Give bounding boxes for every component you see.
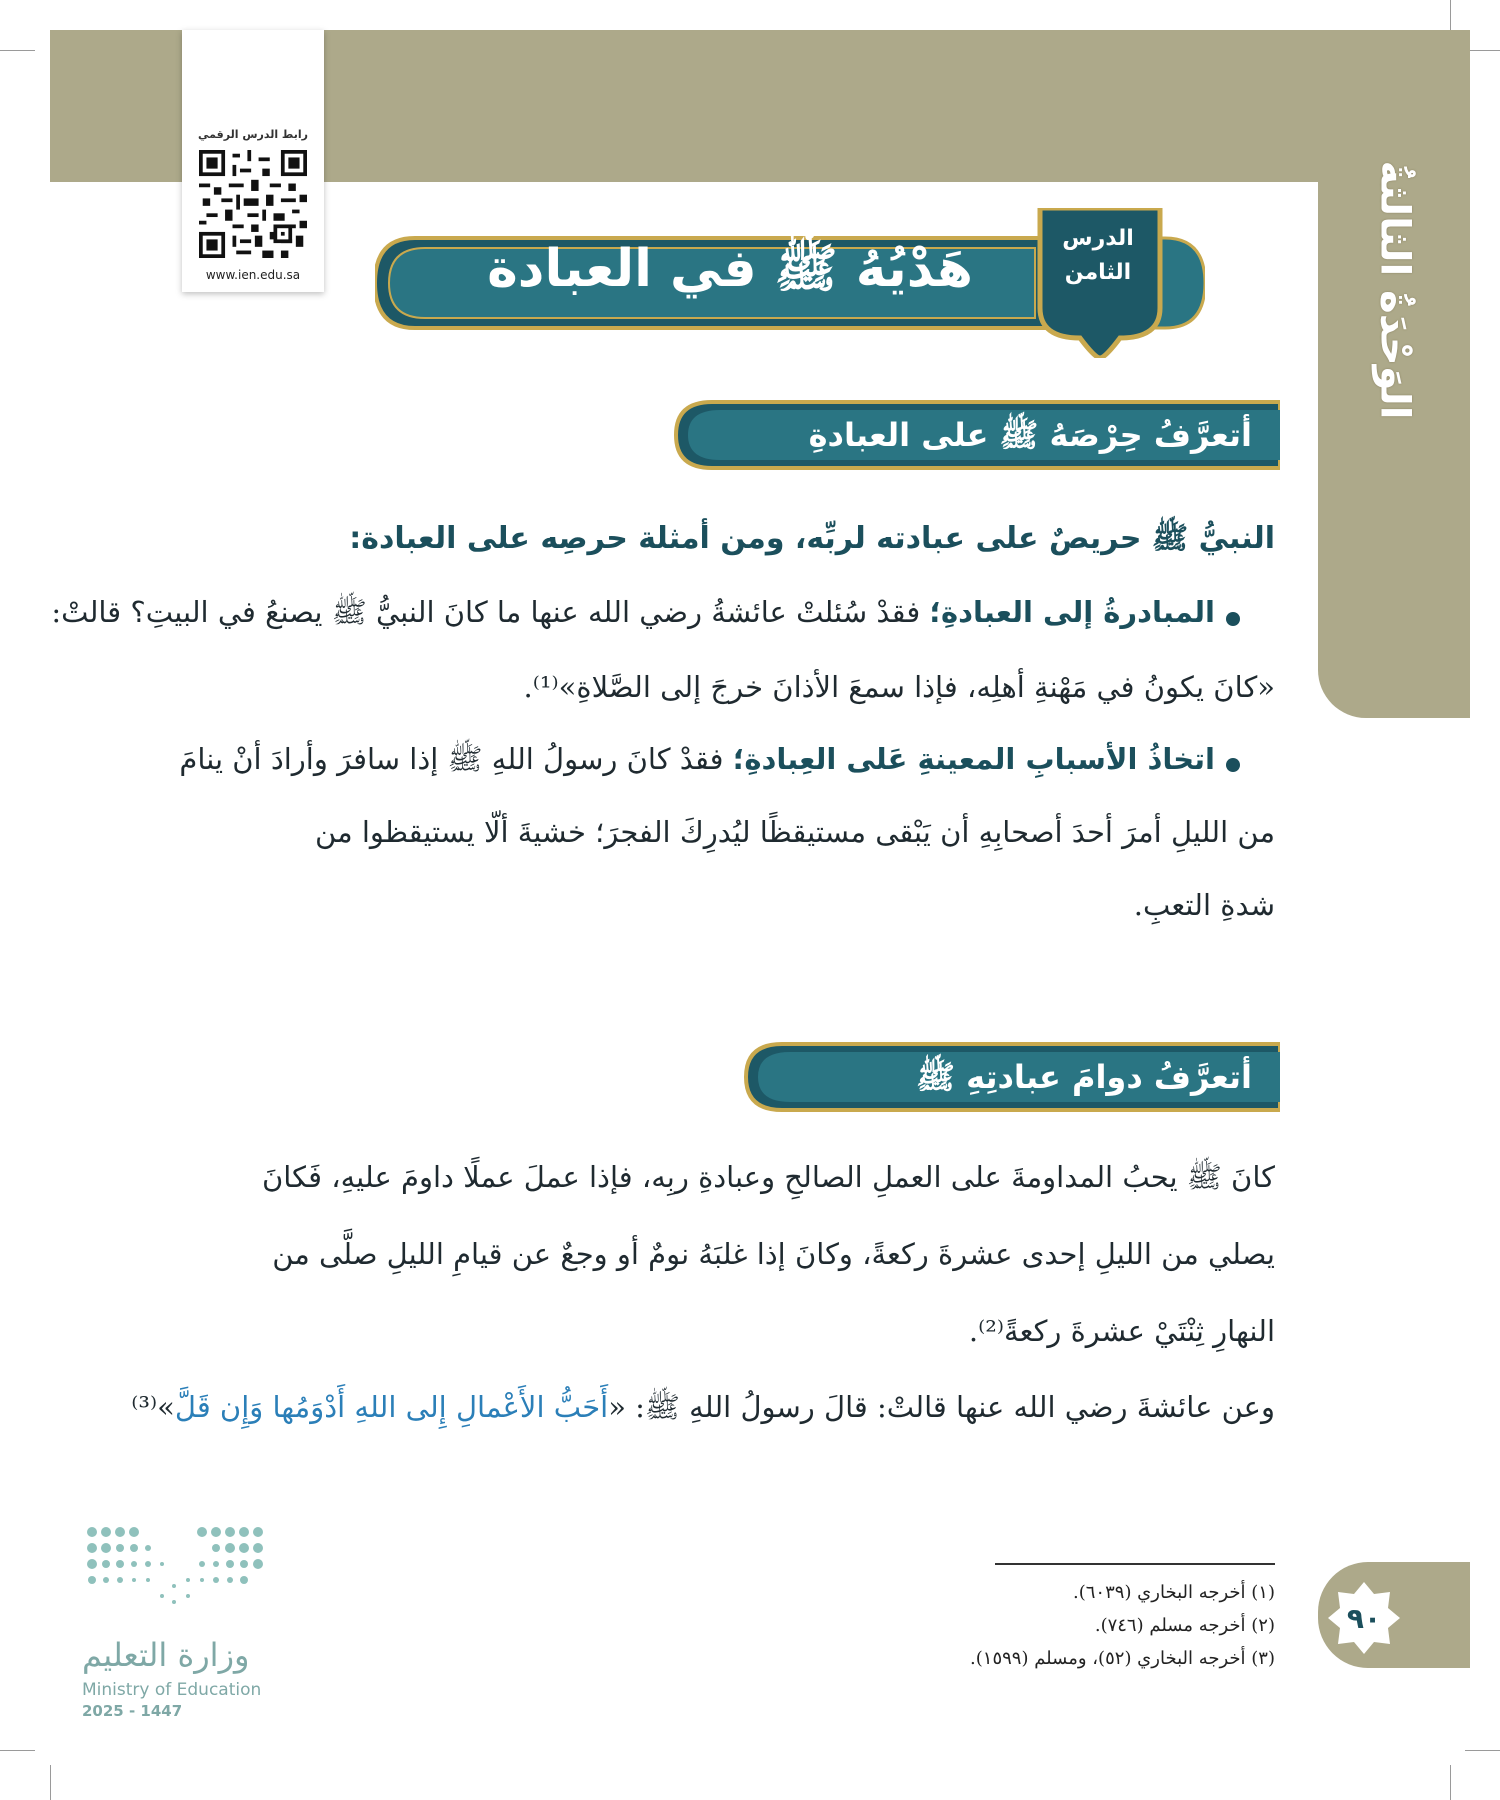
bullet2-line1 bbox=[179, 742, 1215, 784]
hadith-end: »⁽³⁾ bbox=[131, 1390, 175, 1424]
lesson-label-line2: الثامن bbox=[1064, 260, 1132, 285]
unit-label: الوَحْدَةُ الثالثةُ bbox=[1371, 160, 1417, 420]
bullet2-line3: شدةِ التعبِ. bbox=[1133, 888, 1275, 922]
bullet1-line1 bbox=[51, 595, 1215, 637]
bullet1-lead: المبادرةُ إلى العبادةِ؛ bbox=[929, 595, 1215, 629]
lesson-label-line1: الدرس bbox=[1062, 226, 1134, 251]
crop-mark bbox=[1450, 0, 1451, 30]
footnote-1: (١) أخرجه البخاري (٦٠٣٩). bbox=[1073, 1582, 1275, 1603]
hadith-text: أَحَبُّ الأَعْمالِ إِلى اللهِ أَدْوَمُها وَإِن قَلَّ bbox=[174, 1390, 609, 1424]
qr-code-icon[interactable] bbox=[199, 150, 307, 258]
qr-caption: رابط الدرس الرقمي bbox=[198, 128, 308, 141]
section1-title: أتعرَّفُ حِرْصَهُ ﷺ على العبادةِ bbox=[808, 416, 1252, 454]
footnote-2: (٢) أخرجه مسلم (٧٤٦). bbox=[1094, 1615, 1275, 1636]
hadith-intro: وعن عائشةَ رضي الله عنها قالتْ: قالَ رسولُ اللهِ ﷺ: « bbox=[608, 1390, 1275, 1424]
section1-intro: النبيُّ ﷺ حريصٌ على عبادته لربِّه، ومن أمثلة حرصِه على العبادة: bbox=[349, 521, 1275, 556]
bullet2-text1: فقدْ كانَ رسولُ اللهِ ﷺ إذا سافرَ وأرادَ أنْ ينامَ bbox=[179, 742, 733, 776]
section2-title: أتعرَّفُ دوامَ عبادتِهِ ﷺ bbox=[916, 1058, 1252, 1096]
crop-mark bbox=[1465, 1750, 1500, 1751]
section2-line2: يصلي من الليلِ إحدى عشرةَ ركعةً، وكانَ إذا غلبَهُ نومٌ أو وجعٌ عن قيامِ الليلِ صلَّى من bbox=[272, 1237, 1275, 1271]
footnote-divider bbox=[995, 1563, 1275, 1565]
footnote-3: (٣) أخرجه البخاري (٥٢)، ومسلم (١٥٩٩). bbox=[970, 1648, 1275, 1669]
crop-mark bbox=[0, 1750, 35, 1751]
crop-mark bbox=[1450, 1765, 1451, 1800]
crop-mark bbox=[0, 50, 35, 51]
bullet2-line2: من الليلِ أمرَ أحدَ أصحابِهِ أن يَبْقى مستيقظًا ليُدرِكَ الفجرَ؛ خشيةَ ألّا يستيقظوا من bbox=[315, 815, 1275, 849]
crop-mark bbox=[1465, 50, 1500, 51]
bullet-dot bbox=[1226, 612, 1240, 626]
hadith-line bbox=[131, 1390, 1275, 1432]
ministry-name-arabic: وزارة التعليم bbox=[82, 1636, 250, 1674]
bullet2-lead: اتخاذُ الأسبابِ المعينةِ عَلى العِبادةِ؛ bbox=[732, 742, 1215, 776]
section2-line3: النهارِ ثِنْتَيْ عشرةَ ركعةً⁽²⁾. bbox=[968, 1314, 1275, 1348]
qr-url[interactable]: www.ien.edu.sa bbox=[205, 268, 301, 282]
ministry-year: 2025 - 1447 bbox=[82, 1702, 183, 1720]
bullet1-quote: «كانَ يكونُ في مَهْنةِ أهلِه، فإذا سمعَ الأذانَ خرجَ إلى الصَّلاةِ»⁽¹⁾. bbox=[523, 670, 1275, 704]
bullet-dot bbox=[1226, 758, 1240, 772]
bullet1-text: فقدْ سُئلتْ عائشةُ رضي الله عنها ما كانَ النبيُّ ﷺ يصنعُ في البيتِ؟ قالتْ: bbox=[51, 595, 930, 629]
ministry-logo-icon bbox=[82, 1522, 272, 1622]
section2-line1: كانَ ﷺ يحبُ المداومةَ على العملِ الصالحِ وعبادةِ ربِه، فإذا عملَ عملًا داومَ عليهِ، فَكانَ bbox=[261, 1160, 1275, 1194]
qr-card[interactable] bbox=[182, 30, 324, 292]
lesson-number-label bbox=[1048, 222, 1148, 290]
ministry-name-english: Ministry of Education bbox=[82, 1680, 262, 1700]
lesson-title: هَدْيُهُ ﷺ في العبادة bbox=[487, 239, 973, 299]
crop-mark bbox=[50, 1765, 51, 1800]
page-number: ٩٠ bbox=[1346, 1601, 1382, 1635]
